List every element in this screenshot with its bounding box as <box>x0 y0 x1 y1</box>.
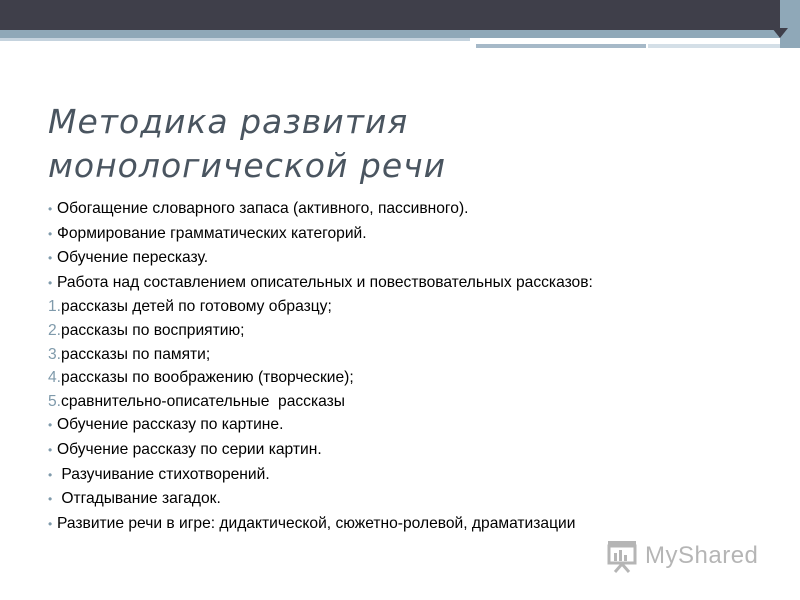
item-text: рассказы детей по готовому образцу; <box>61 298 332 316</box>
item-text: Формирование грамматических категорий. <box>57 224 367 242</box>
numbered-item <box>48 295 778 319</box>
bullet-item <box>48 222 778 247</box>
bullet-item <box>48 512 778 537</box>
watermark-logo <box>605 538 758 574</box>
item-text: рассказы по воображению (творческие); <box>61 369 354 387</box>
item-text: Отгадывание загадок. <box>57 490 221 508</box>
top-accent-line <box>476 44 646 48</box>
bullet-dot-icon: • <box>48 442 53 457</box>
bullet-dot-icon: • <box>48 492 53 507</box>
slide-title-line: монологической речи <box>48 146 447 185</box>
numbered-item <box>48 319 778 343</box>
numbered-item <box>48 343 778 367</box>
item-text: Разучивание стихотворений. <box>57 465 270 483</box>
top-decor-bar <box>0 0 800 30</box>
top-corner-decor <box>780 0 800 48</box>
bullet-item <box>48 463 778 488</box>
numbered-item <box>48 390 778 414</box>
numbered-item <box>48 366 778 390</box>
item-text: Работа над составлением описательных и повествовательных рассказов: <box>57 273 593 291</box>
bullet-item <box>48 438 778 463</box>
bullet-item <box>48 487 778 512</box>
item-text: Обогащение словарного запаса (активного, пассивного). <box>57 200 469 217</box>
top-corner-triangle <box>772 28 788 38</box>
item-number: 4. <box>48 369 62 387</box>
item-number: 3. <box>48 345 62 363</box>
item-number: 1. <box>48 298 62 316</box>
item-text: сравнительно-описательные рассказы <box>61 392 345 410</box>
bullet-dot-icon: • <box>48 251 53 266</box>
slide-title-line: Методика развития <box>48 102 409 141</box>
item-text: Обучение рассказу по серии картин. <box>57 440 322 458</box>
bullet-item <box>48 197 778 222</box>
item-text: Развитие речи в игре: дидактической, сюжетно-ролевой, драматизации <box>57 514 576 532</box>
item-number: 2. <box>48 321 62 339</box>
bullet-list <box>48 197 778 536</box>
presentation-board-icon <box>605 539 641 573</box>
item-number: 5. <box>48 392 62 410</box>
bullet-dot-icon: • <box>48 467 53 482</box>
bullet-dot-icon: • <box>48 226 53 241</box>
item-text: Обучение рассказу по картине. <box>57 416 284 434</box>
bullet-item <box>48 271 778 296</box>
top-accent-line <box>648 44 800 48</box>
bullet-item <box>48 413 778 438</box>
item-text: рассказы по восприятию; <box>61 321 245 339</box>
top-accent-line <box>0 38 470 41</box>
bullet-item <box>48 246 778 271</box>
item-text: рассказы по памяти; <box>61 345 211 363</box>
bullet-dot-icon: • <box>48 202 53 216</box>
watermark-text: MyShared <box>645 542 759 569</box>
slide-title <box>48 100 768 188</box>
top-accent-bar <box>0 30 800 38</box>
bullet-dot-icon: • <box>48 516 53 531</box>
item-text: Обучение пересказу. <box>57 249 209 267</box>
bullet-dot-icon: • <box>48 418 53 433</box>
bullet-dot-icon: • <box>48 275 53 290</box>
